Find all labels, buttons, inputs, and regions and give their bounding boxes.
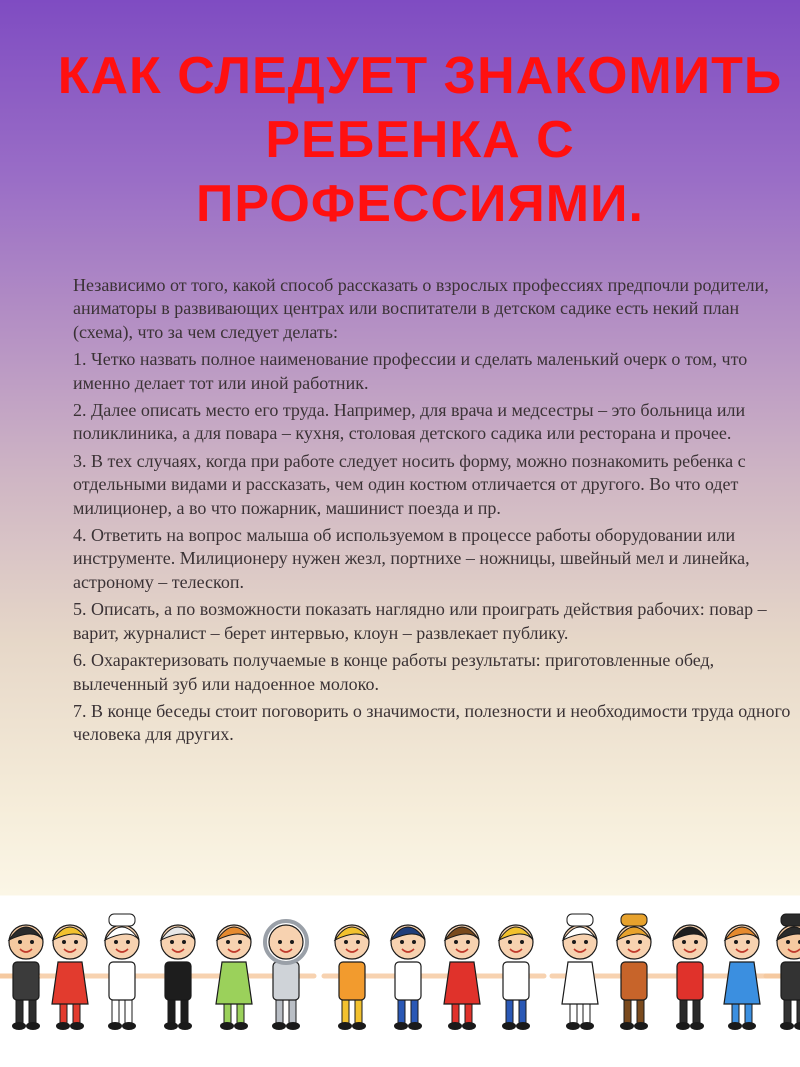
step-item: 7. В конце беседы стоит поговорить о значимости, полезности и необходимости труда одного человека для других. <box>73 700 791 745</box>
step-item: 2. Далее описать место его труда. Например, для врача и медсестры – это больница или поликлиника, а для повара – кухня, столовая детского садика или ресторана и прочее. <box>73 400 746 444</box>
article-body <box>73 274 795 751</box>
cartoon-child <box>552 914 608 1030</box>
cartoon-child <box>94 914 150 1030</box>
cartoon-child <box>606 914 662 1030</box>
page-title <box>0 44 800 236</box>
step-item: 6. Охарактеризовать получаемые в конце работы результаты: приготовленные обед, вылеченный зуб или надоенное молоко. <box>73 650 715 694</box>
step-item: 1. Четко назвать полное наименование профессии и сделать маленький очерк о том, что именно делает тот или иной работник. <box>73 349 748 393</box>
cartoon-child <box>324 925 380 1030</box>
cartoon-child <box>662 925 718 1030</box>
title-line-1: КАК СЛЕДУЕТ ЗНАКОМИТЬ <box>57 47 783 105</box>
cartoon-child <box>714 925 770 1030</box>
title-line-2: РЕБЕНКА С <box>265 111 575 169</box>
cartoon-child <box>380 925 436 1030</box>
cartoon-child <box>42 925 98 1030</box>
cartoon-child <box>258 921 314 1030</box>
cartoon-child <box>206 925 262 1030</box>
cartoon-child <box>434 925 490 1030</box>
cartoon-child <box>766 914 800 1030</box>
step-item: 3. В тех случаях, когда при работе следует носить форму, можно познакомить ребенка с отдельными видами и рассказать, чем один костюм отличается от другого. Во что одет милиционер, а во что пожарник, машинист поезда и пр. <box>73 450 746 518</box>
children-professions-illustration <box>0 906 800 1038</box>
step-item: 4. Ответить на вопрос малыша об используемом в процессе работы оборудовании или инструменте. Милиционеру нужен жезл, портнихе – ножницы, швейный мел и линейка, астроному – телескоп. <box>73 525 750 592</box>
intro-paragraph: Независимо от того, какой способ рассказать о взрослых профессиях предпочли родители, аниматоры в развивающих центрах или воспитатели в детском садике есть некий план (схема), что за чем следует делать: <box>73 275 769 342</box>
step-item: 5. Описать, а по возможности показать наглядно или проиграть действия рабочих: повар – варит, журналист – берет интервью, клоун – развлекает публику. <box>73 599 767 643</box>
cartoon-child <box>488 925 544 1030</box>
title-line-3: ПРОФЕССИЯМИ. <box>196 175 644 233</box>
cartoon-child <box>150 925 206 1030</box>
